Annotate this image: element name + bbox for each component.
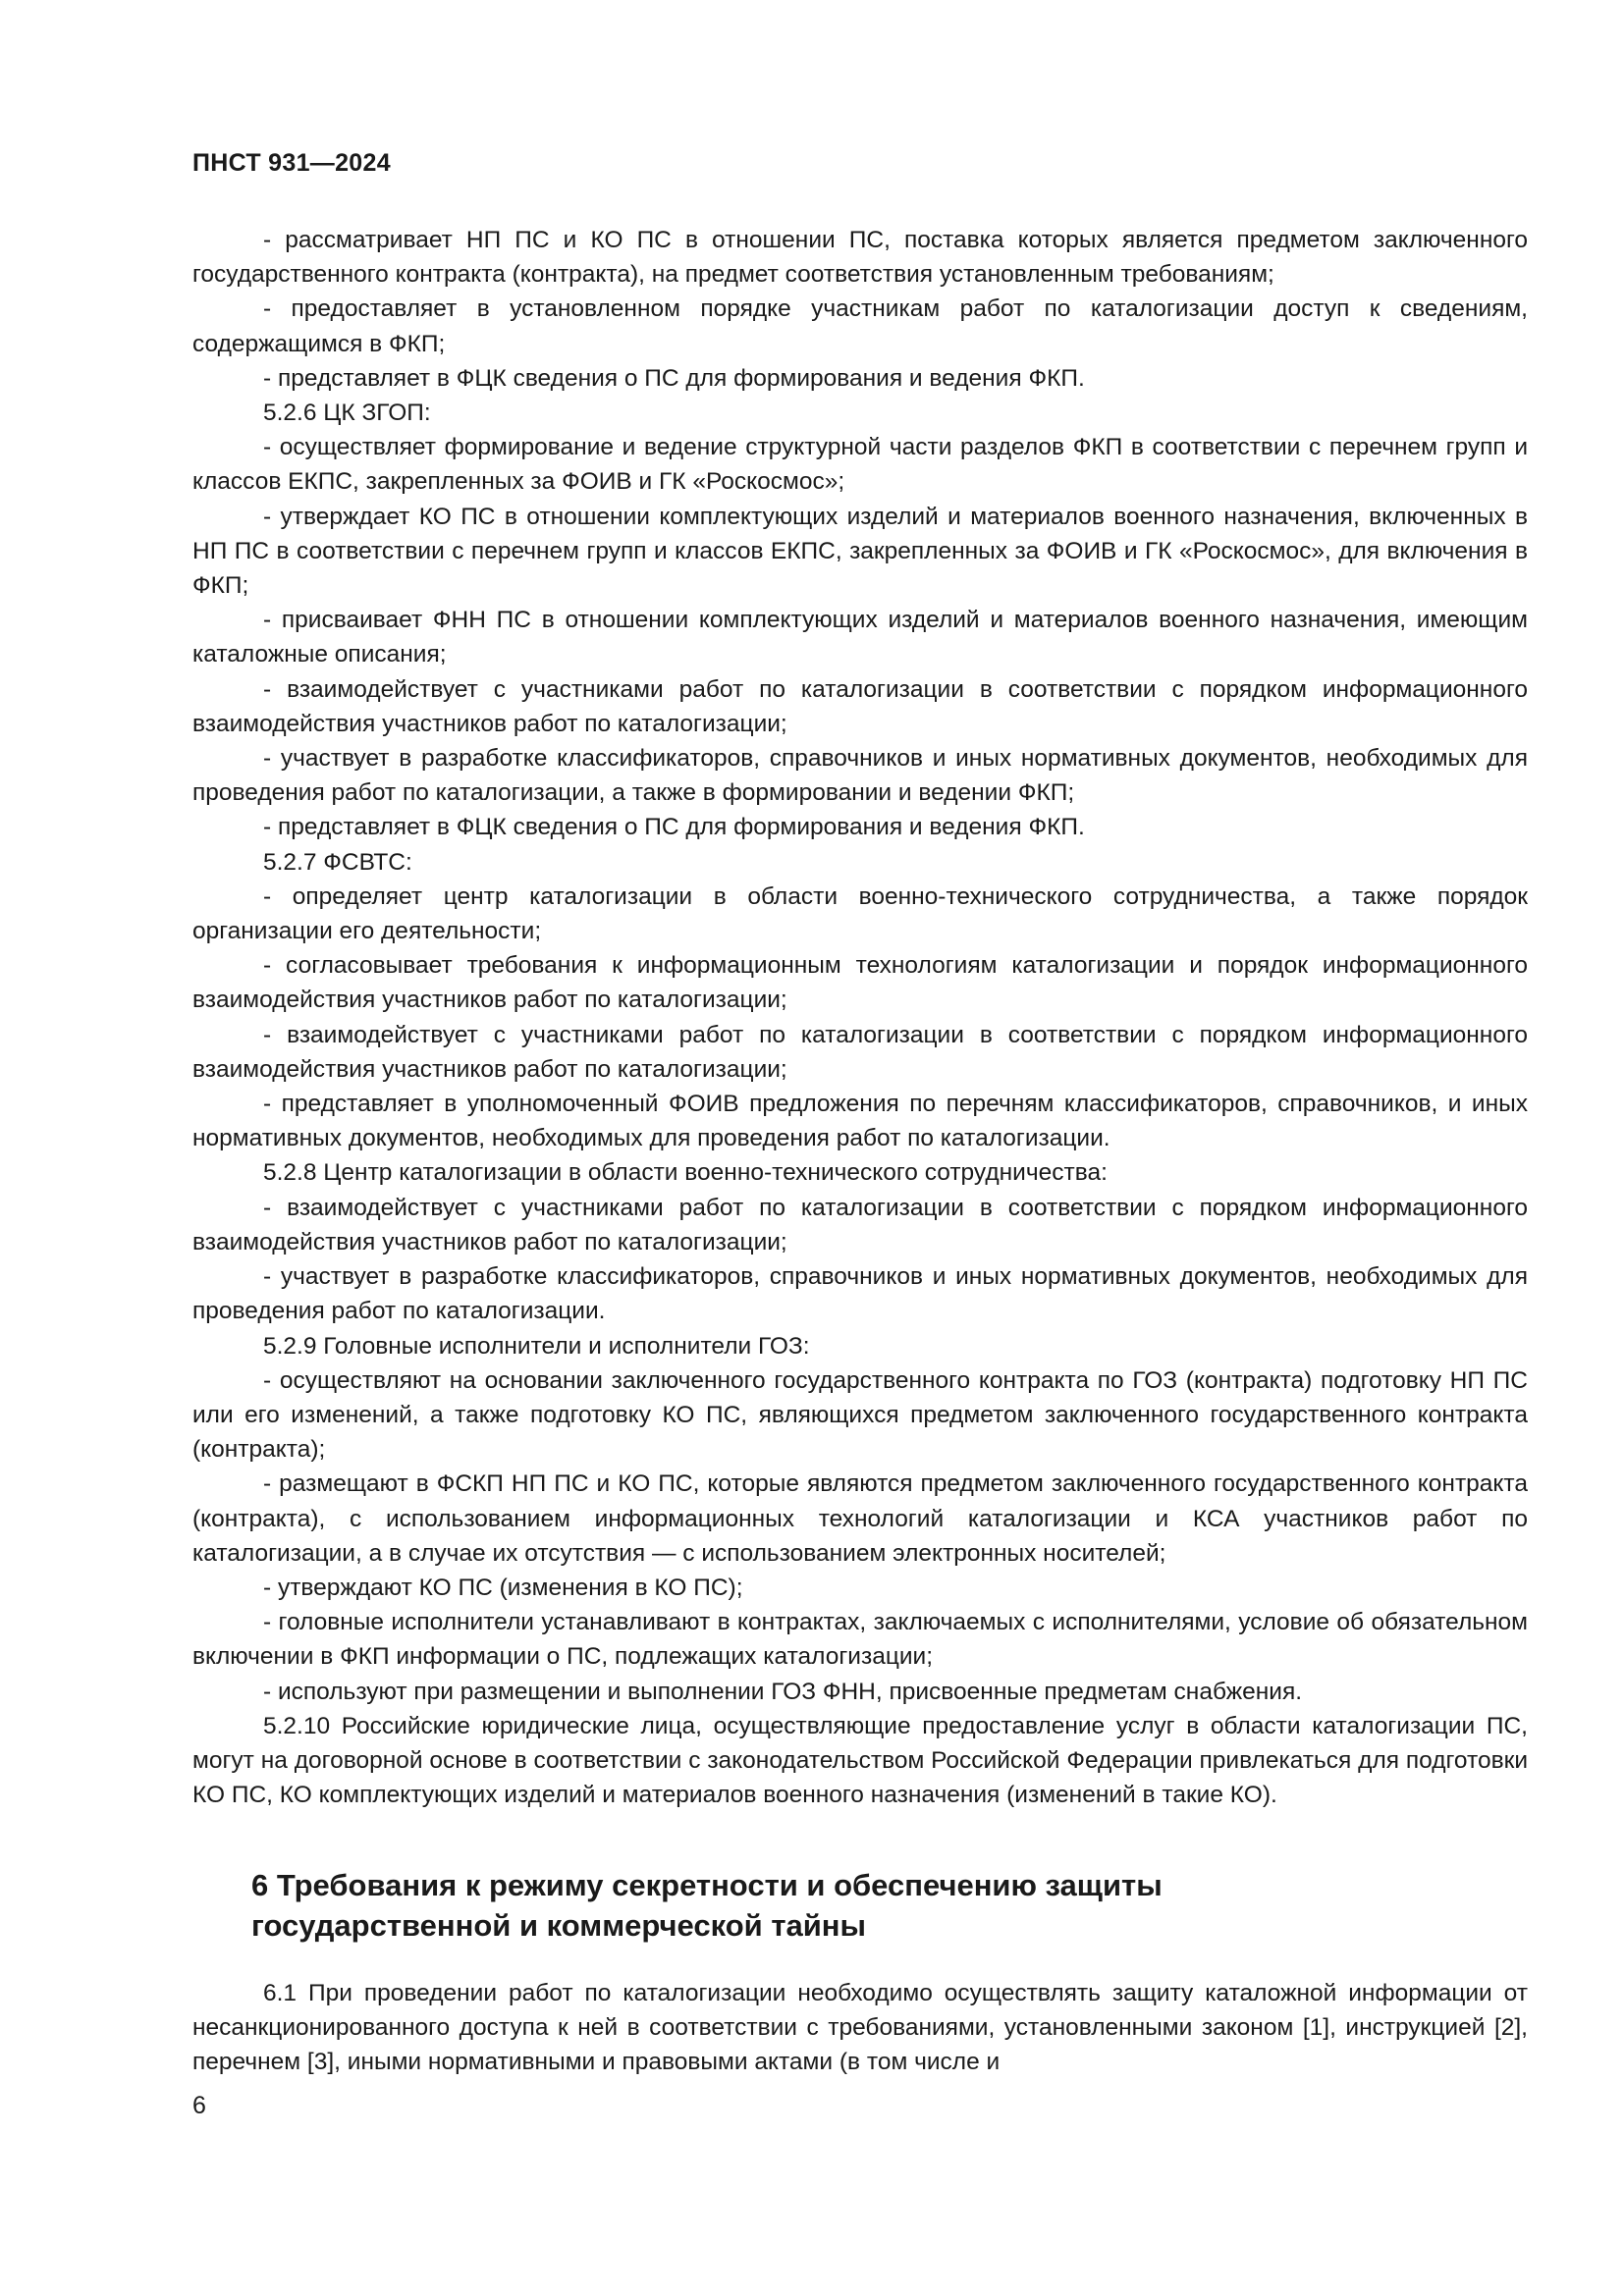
clause-heading: 5.2.9 Головные исполнители и исполнители ГОЗ: xyxy=(263,1332,810,1360)
paragraph: - утверждает КО ПС в отношении комплектующих изделий и материалов военного назначения, включенных в НП ПС в соответствии с перечнем групп и классов ЕКПС, закрепленных за ФОИВ и ГК «Роскосмос», для включения в ФКП; xyxy=(192,503,1528,600)
paragraph: - взаимодействует с участниками работ по каталогизации в соответствии с порядком информационного взаимодействия участников работ по каталогизации; xyxy=(192,1021,1528,1083)
paragraph: 6.1 При проведении работ по каталогизации необходимо осуществлять защиту каталожной информации от несанкционированного доступа к ней в соответствии с требованиями, установленными законом [1], инструкцией [2], перечнем [3], иными нормативными и правовыми актами (в том числе и xyxy=(192,1980,1528,2076)
paragraph: - размещают в ФСКП НП ПС и КО ПС, которые являются предметом заключенного государственного контракта (контракта), с использованием информационных технологий каталогизации и КСА участников работ по каталогизации, а в случае их отсутствия — с использованием электронных носителей; xyxy=(192,1470,1528,1567)
paragraph: - представляет в ФЦК сведения о ПС для формирования и ведения ФКП. xyxy=(263,364,1085,392)
paragraph: 5.2.10 Российские юридические лица, осуществляющие предоставление услуг в области каталогизации ПС, могут на договорной основе в соответствии с законодательством Российской Федерации привлекаться для подготовки КО ПС, КО комплектующих изделий и материалов военного назначения (изменений в такие КО). xyxy=(192,1712,1528,1809)
body-text xyxy=(192,223,1528,1812)
paragraph: - осуществляет формирование и ведение структурной части разделов ФКП в соответствии с перечнем групп и классов ЕКПС, закрепленных за ФОИВ и ГК «Роскосмос»; xyxy=(192,434,1528,496)
paragraph: - головные исполнители устанавливают в контрактах, заключаемых с исполнителями, условие об обязательном включении в ФКП информации о ПС, подлежащих каталогизации; xyxy=(192,1609,1528,1671)
paragraph: - взаимодействует с участниками работ по каталогизации в соответствии с порядком информационного взаимодействия участников работ по каталогизации; xyxy=(192,1194,1528,1255)
page-number: 6 xyxy=(192,2092,206,2119)
clause-heading: 5.2.7 ФСВТС: xyxy=(263,848,412,876)
paragraph: - взаимодействует с участниками работ по каталогизации в соответствии с порядком информационного взаимодействия участников работ по каталогизации; xyxy=(192,675,1528,737)
paragraph: - представляет в уполномоченный ФОИВ предложения по перечням классификаторов, справочников, и иных нормативных документов, необходимых для проведения работ по каталогизации. xyxy=(192,1091,1528,1152)
clause-heading: 5.2.8 Центр каталогизации в области военно-технического сотрудничества: xyxy=(263,1159,1108,1187)
paragraph: - используют при размещении и выполнении ГОЗ ФНН, присвоенные предметам снабжения. xyxy=(263,1678,1303,1705)
paragraph: - осуществляют на основании заключенного государственного контракта по ГОЗ (контракта) подготовку НП ПС или его изменений, а также подготовку КО ПС, являющихся предметом заключенного государственного контракта (контракта); xyxy=(192,1366,1528,1464)
paragraph: - присваивает ФНН ПС в отношении комплектующих изделий и материалов военного назначения, имеющим каталожные описания; xyxy=(192,607,1528,668)
paragraph: - представляет в ФЦК сведения о ПС для формирования и ведения ФКП. xyxy=(263,814,1085,841)
paragraph: - утверждают КО ПС (изменения в КО ПС); xyxy=(263,1574,743,1601)
section-heading-line: государственной и коммерческой тайны xyxy=(251,1908,866,1943)
page-header: ПНСТ 931—2024 xyxy=(192,149,391,177)
paragraph: - рассматривает НП ПС и КО ПС в отношении ПС, поставка которых является предметом заключенного государственного контракта (контракта), на предмет соответствия установленным требованиям; xyxy=(192,227,1528,289)
section-heading-line: 6 Требования к режиму секретности и обеспечению защиты xyxy=(251,1868,1163,1902)
paragraph: - предоставляет в установленном порядке участникам работ по каталогизации доступ к сведениям, содержащимся в ФКП; xyxy=(192,295,1528,357)
paragraph: - участвует в разработке классификаторов, справочников и иных нормативных документов, необходимых для проведения работ по каталогизации, а также в формировании и ведении ФКП; xyxy=(192,745,1528,807)
section-body xyxy=(192,1976,1528,2080)
clause-heading: 5.2.6 ЦК ЗГОП: xyxy=(263,400,431,427)
paragraph: - участвует в разработке классификаторов, справочников и иных нормативных документов, необходимых для проведения работ по каталогизации. xyxy=(192,1263,1528,1325)
paragraph: - согласовывает требования к информационным технологиям каталогизации и порядок информационного взаимодействия участников работ по каталогизации; xyxy=(192,952,1528,1014)
section-heading xyxy=(251,1865,1469,1946)
paragraph: - определяет центр каталогизации в области военно-технического сотрудничества, а также порядок организации его деятельности; xyxy=(192,882,1528,945)
